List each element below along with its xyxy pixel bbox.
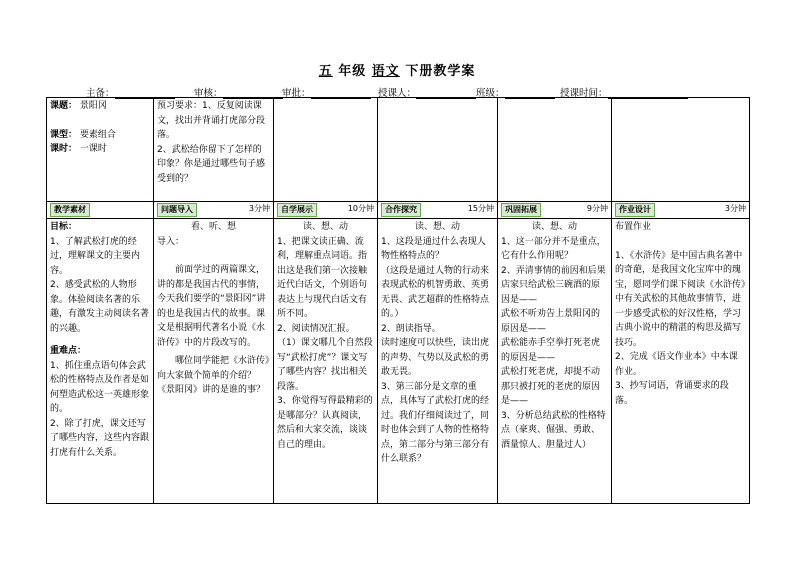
- intro-cell: [154, 219, 274, 504]
- lesson-title: 景阳冈: [79, 101, 107, 111]
- lesson-plan-table: [46, 97, 750, 504]
- title-suffix: 下册教学案: [405, 64, 476, 79]
- meta-review: 审核：: [194, 85, 283, 99]
- col-title: 读、想、动: [414, 222, 460, 232]
- homework-text: 1、《水浒传》是中国古典名著中的奇葩，是我国文化宝库中的瑰宝，愿同学们课下阅读《水浒传》中有关武松的其他故事情节，进一步感受武松的好汉性格，学习古典小说中的精湛的构思及描写技巧。 2、完成《语文作业本》中本课作业。 3、抄写词语，背诵要求的段落。: [615, 250, 746, 406]
- meta-teacher: 授课人：: [378, 85, 476, 99]
- self-study-text: 1、把课文读正确、流利，理解重点词语。指出这是我们第一次接触近代白话文，个别语句表达上与现代白话文有所不同。 2、阅读情况汇报。 （1）课文哪几个自然段写“武松打虎”？课文写了哪些内容？找出相关段落。 3、你觉得写得最精彩的是哪部分？认真阅读，然后和大家交流，谈谈自己的理由。: [277, 236, 373, 450]
- title-grade-suffix: 年级: [338, 64, 367, 79]
- preview-cell: [154, 98, 274, 202]
- material-cell: [47, 219, 154, 504]
- header-cooperation: 合作探究 15分钟: [378, 202, 498, 219]
- intro-para-2: 哪位同学能把《水浒传》向大家做个简单的介绍？《景阳冈》讲的是谁的事？: [157, 356, 270, 395]
- meta-time: 授课时间：: [560, 85, 688, 99]
- col-title: 看、听、想: [190, 222, 236, 232]
- key-label: 重难点：: [50, 346, 87, 356]
- consolidation-cell: [498, 219, 612, 504]
- keys-text: 1、抓住重点语句体会武松的性格特点及作者是如何塑造武松这一英雄形象的。 2、除了打虎，课文还写了哪些内容，这些内容跟打虎有什么关系。: [50, 360, 150, 458]
- top-row: [47, 98, 750, 202]
- meta-approve: 审批：: [282, 85, 371, 99]
- header-homework: 作业设计 3分钟: [612, 202, 750, 219]
- lesson-type: 要素组合: [79, 129, 116, 140]
- header-self-study: 自学展示 10分钟: [274, 202, 378, 219]
- col-title: 读、想、动: [531, 222, 577, 232]
- self-study-cell: [274, 219, 378, 504]
- lesson-hours: 一课时: [79, 144, 107, 154]
- meta-class: 班级：: [476, 85, 555, 99]
- header-consolidation: 巩固拓展 9分钟: [498, 202, 612, 219]
- title-grade: 五: [318, 64, 333, 79]
- content-row: [47, 219, 750, 504]
- empty-cell: [274, 98, 378, 202]
- section-header-row: [47, 202, 750, 219]
- cooperation-text: 1、这段是通过什么表现人物性格特点的？ （这段是通过人物的行动来表现武松的机智勇敢、英勇无畏、武艺超群的性格特点的。） 2、朗读指导。 读时速度可以快些，读出虎的声势、气势以及武松的勇敢无畏。 3、第三部分是文章的重点，具体写了武松打虎的经过。我们仔细阅读过了，同时也体会到了人物的性格特点，第二部分与第三部分有什么联系？: [381, 236, 490, 464]
- col-title: 布置作业: [615, 222, 652, 232]
- intro-para-1: 前面学过的两篇课文，讲的都是我国古代的事情，今天我们要学的“景阳冈”讲的也是我国古代的故事。课文是根据明代著名小说《水浒传》中的片段改写的。: [157, 265, 266, 348]
- intro-label: 导入：: [157, 236, 185, 247]
- title-subject: 语文: [371, 64, 400, 79]
- header-material: 教学素材: [47, 202, 154, 219]
- header-intro: 问题导入 3分钟: [154, 202, 274, 219]
- homework-cell: [612, 219, 750, 504]
- empty-cell: [378, 98, 498, 202]
- meta-host: 主备：: [86, 85, 175, 99]
- cooperation-cell: [378, 219, 498, 504]
- page-title: [0, 60, 794, 79]
- col-title: 读、想、动: [302, 222, 348, 232]
- lesson-info-cell: 课题： 景阳冈 课型： 要素组合 课时： 一课时: [47, 98, 154, 202]
- empty-cell: [498, 98, 612, 202]
- preview-text: 预习要求：1、反复阅读课文，找出并背诵打虎部分段落。 2、武松给你留下了怎样的印象？你是通过哪些句子感受到的？: [157, 101, 266, 184]
- goals-text: 1、了解武松打虎的经过，理解课文的主要内容。 2、感受武松的人物形象。体验阅读名著的乐趣，有激发主动阅读名著的兴趣。: [50, 236, 150, 334]
- goal-label: 目标：: [50, 222, 78, 232]
- empty-cell: [612, 98, 750, 202]
- consolidation-text: 1、这一部分并不是重点，它有什么作用呢？ 2、弄清事情的前因和后果 店家只给武松三碗酒的原因是—— 武松不听劝告上景阳冈的原因是—— 武松能赤手空拳打死老虎的原因是—— 武松打死老虎，却提不动那只被打死的老虎的原因是—— 3、分析总结武松的性格特点（豪爽、倔强、勇敢、酒量惊人、胆量过人）: [501, 236, 606, 450]
